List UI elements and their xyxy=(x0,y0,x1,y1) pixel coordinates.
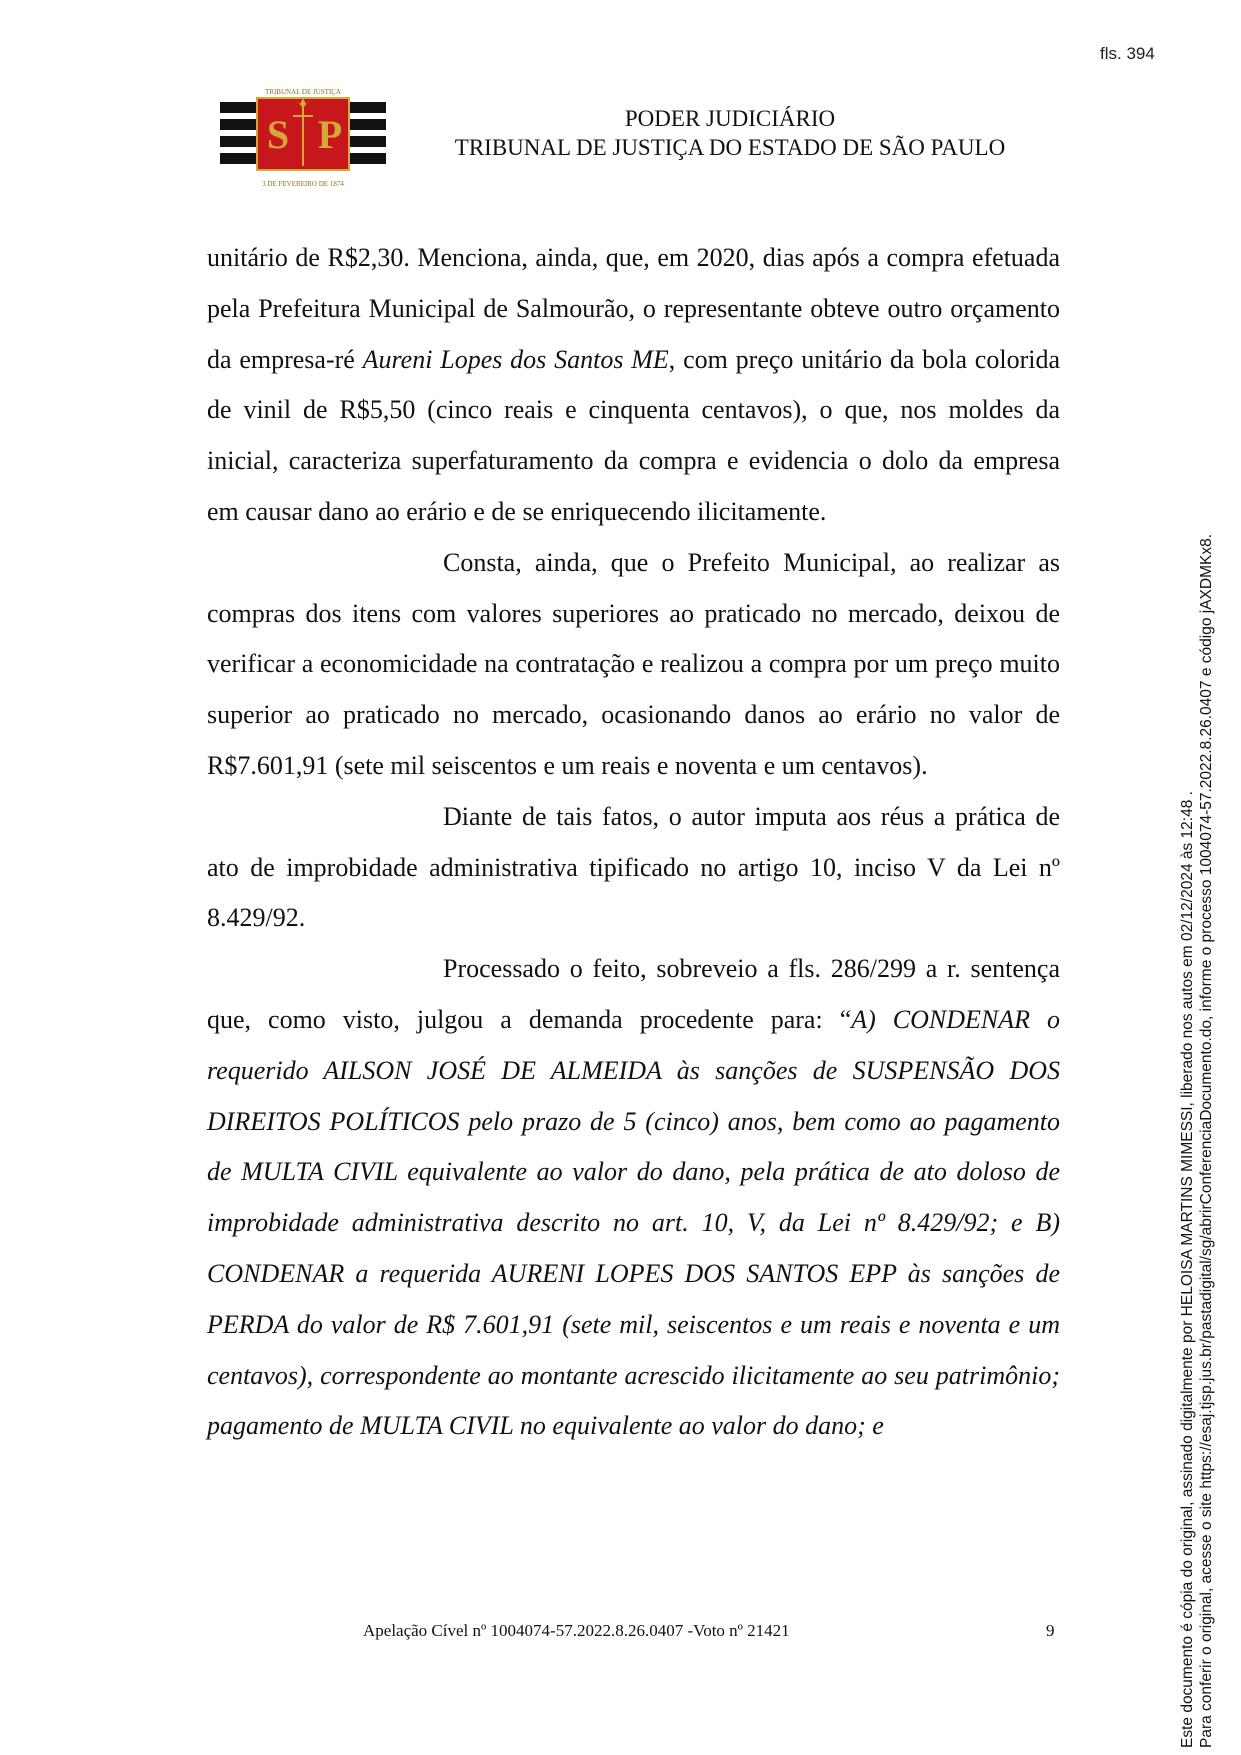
side-note-line-2: Para conferir o original, acesse o site https://esaj.tjsp.jus.br/pastadigital/sg/abrirConferenciaDocumento.do, informe o processo 1004074-57.2022.8.26.0407 e código jAXDMKx8. xyxy=(1198,534,1215,1748)
document-body xyxy=(207,233,1060,1452)
page-reference: fls. 394 xyxy=(1100,44,1155,63)
page-number: 9 xyxy=(1046,1621,1055,1640)
paragraph-1 xyxy=(207,233,1060,538)
paragraph-1-text-a: unitário de R$2,30. Menciona, ainda, que, em 2020, dias após a compra efetuada pela Prefeitura Municipal de Salmourão, o representante obteve outro orçamento da empresa-ré xyxy=(207,243,1060,374)
logo-top-text: TRIBUNAL DE JUSTIÇA xyxy=(265,88,341,96)
logo-letter-s: S xyxy=(266,112,290,157)
paragraph-1-text-b: , com preço unitário da bola colorida de vinil de R$5,50 (cinco reais e cinquenta centavos), o que, nos moldes da inicial, caracteriza superfaturamento da compra e evidencia o dolo da empresa em causar dano ao erário e de se enriquecendo ilicitamente. xyxy=(207,344,1060,526)
tjsp-logo xyxy=(220,86,386,190)
paragraph-4 xyxy=(207,944,1060,1452)
paragraph-2: Consta, ainda, que o Prefeito Municipal, ao realizar as compras dos itens com valores superiores ao praticado no mercado, deixou de verificar a economicidade na contratação e realizou a compra por um preço muito superior ao praticado no mercado, ocasionando danos ao erário no valor de R$7.601,91 (sete mil seiscentos e um reais e noventa e um centavos). xyxy=(207,547,1060,780)
logo-bottom-text: 3 DE FEVEREIRO DE 1874 xyxy=(262,180,344,188)
header-line-1: PODER JUDICIÁRIO xyxy=(624,106,836,131)
logo-letter-p: P xyxy=(317,112,343,157)
document-header xyxy=(405,104,1055,162)
header-line-2: TRIBUNAL DE JUSTIÇA DO ESTADO DE SÃO PAULO xyxy=(454,135,1006,160)
footer-reference: Apelação Cível nº 1004074-57.2022.8.26.0407 -Voto nº 21421 xyxy=(363,1621,790,1640)
signature-side-note xyxy=(1178,268,1216,1748)
side-note-line-1: Este documento é cópia do original, assinado digitalmente por HELOISA MARTINS MIMESSI, liberado nos autos em 02/12/2024 às 12:48 . xyxy=(1179,791,1196,1748)
paragraph-4-italic: A) CONDENAR o requerido AILSON JOSÉ DE ALMEIDA às sanções de SUSPENSÃO DOS DIREITOS POLÍTICOS pelo prazo de 5 (cinco) anos, bem como ao pagamento de MULTA CIVIL equivalente ao valor do dano, pela prática de ato doloso de improbidade administrativa descrito no art. 10, V, da Lei nº 8.429/92; e B) CONDENAR a requerida AURENI LOPES DOS SANTOS EPP às sanções de PERDA do valor de R$ 7.601,91 (sete mil, seiscentos e um reais e noventa e um centavos), correspondente ao montante acrescido ilicitamente ao seu patrimônio; pagamento de MULTA CIVIL no equivalente ao valor do dano; e xyxy=(207,1004,1060,1441)
paragraph-1-italic: Aureni Lopes dos Santos ME xyxy=(362,344,669,374)
paragraph-3: Diante de tais fatos, o autor imputa aos réus a prática de ato de improbidade administrativa tipificado no artigo 10, inciso V da Lei nº 8.429/92. xyxy=(207,801,1060,933)
paragraph-4-text: Processado o feito, sobreveio a fls. 286/299 a r. sentença que, como visto, julgou a demanda procedente para: “ xyxy=(207,954,1060,1034)
